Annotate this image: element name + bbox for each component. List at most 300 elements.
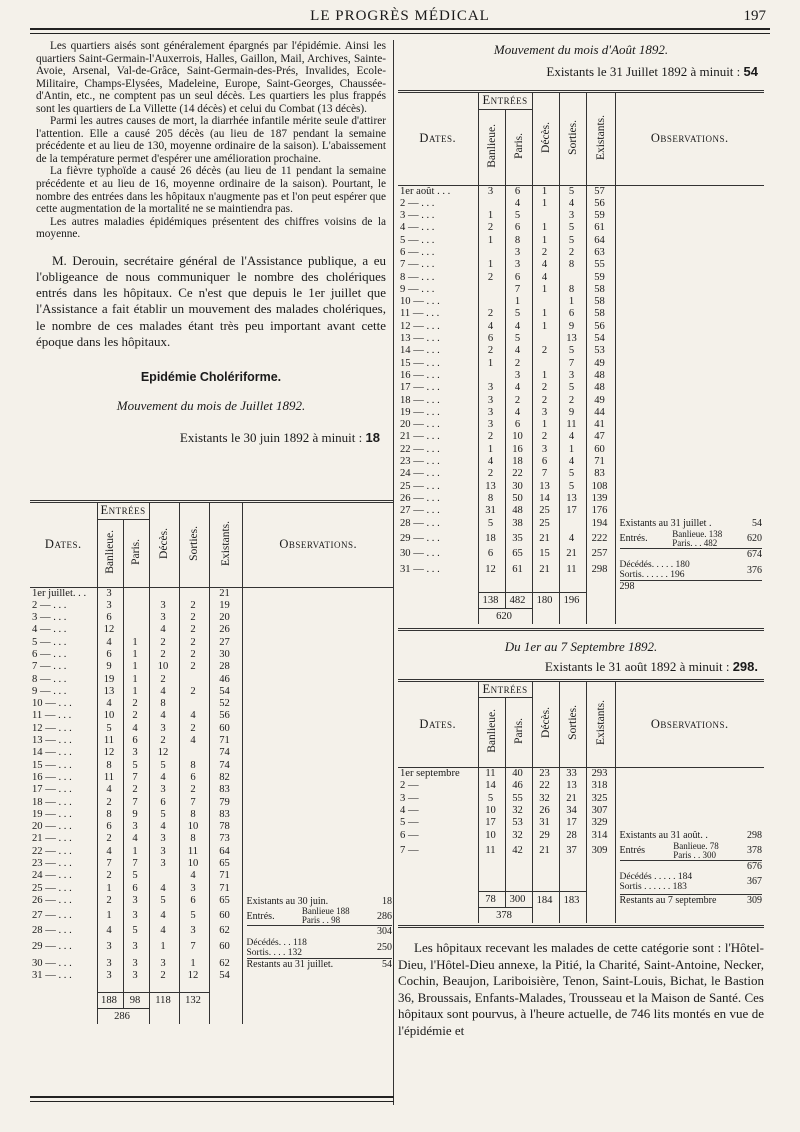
value-cell: 21: [559, 548, 586, 560]
obs-v1: 298: [747, 830, 762, 842]
date-cell: 1er juillet. . .: [30, 587, 97, 600]
value-cell: 3: [179, 883, 209, 895]
date-cell: 1er septembre: [398, 768, 478, 781]
observation-cell: [242, 686, 394, 698]
value-cell: 26: [532, 805, 559, 817]
value-cell: 6: [123, 883, 149, 895]
spacer-row: [398, 580, 764, 592]
value-cell: 5: [505, 210, 532, 222]
september-existants: [398, 659, 764, 675]
date-cell: 15 — . . .: [30, 760, 97, 772]
obs-v1: 54: [752, 518, 762, 530]
table-row: [398, 284, 764, 296]
value-cell: 17: [559, 505, 586, 517]
value-cell: 44: [586, 407, 615, 419]
august-title: Mouvement du mois d'Août 1892.: [493, 42, 669, 57]
date-cell: 9 — . . .: [398, 284, 478, 296]
date-cell: 30 — . . .: [30, 958, 97, 970]
total-cell: 184: [532, 892, 559, 908]
value-cell: 2: [97, 797, 123, 809]
value-cell: 4: [149, 624, 179, 636]
date-cell: 28 — . . .: [30, 925, 97, 937]
value-cell: 61: [586, 222, 615, 234]
value-cell: 1: [559, 296, 586, 308]
value-cell: 31: [478, 505, 505, 517]
value-cell: 28: [559, 830, 586, 842]
value-cell: 4: [505, 382, 532, 394]
existants-value: 54: [743, 64, 758, 79]
table-row: [398, 468, 764, 480]
august-table: [398, 93, 764, 624]
value-cell: 5: [505, 308, 532, 320]
observation-cell: [615, 210, 764, 222]
value-cell: 4: [149, 686, 179, 698]
spacer-row: [30, 982, 394, 993]
value-cell: 2: [149, 649, 179, 661]
value-cell: 5: [97, 723, 123, 735]
table-row: [398, 185, 764, 198]
value-cell: 3: [478, 407, 505, 419]
value-cell: 3: [505, 259, 532, 271]
observation-cell: [242, 637, 394, 649]
observation-cell: [242, 784, 394, 796]
value-cell: 6: [478, 548, 505, 560]
obs-v3: 304: [377, 926, 392, 938]
value-cell: 6: [97, 649, 123, 661]
value-cell: 1: [532, 308, 559, 320]
date-cell: 22 — . . .: [30, 846, 97, 858]
observation-cell: [615, 358, 764, 370]
table-row: [30, 698, 394, 710]
observation-cell: [615, 842, 764, 860]
main-paragraph: M. Derouin, secrétaire général de l'Assistance publique, a eu l'obligeance de nous communiquer le nombre des cholériques entrés dans les hôpitaux. Ce n'est que depuis le 1er juillet que l'Assistance a fait établir un mouvement des malades cholériques, le nombre de ces malades étant très peu important avant cette époque dans les hôpitaux.: [36, 252, 386, 349]
value-cell: 3: [149, 723, 179, 735]
value-cell: 8: [478, 493, 505, 505]
table-row: [398, 308, 764, 320]
entrees-total-row: [398, 908, 764, 924]
value-cell: 10: [149, 661, 179, 673]
value-cell: 293: [586, 768, 615, 781]
obs-l4: Décédés. . . . . 180: [619, 560, 690, 571]
value-cell: 4: [149, 925, 179, 937]
value-cell: 5: [478, 518, 505, 530]
date-cell: 9 — . . .: [30, 686, 97, 698]
value-cell: 6: [179, 772, 209, 784]
col-existants: Existants.: [219, 520, 232, 566]
value-cell: 4: [97, 637, 123, 649]
table-row: [398, 560, 764, 580]
value-cell: 176: [586, 505, 615, 517]
value-cell: 50: [505, 493, 532, 505]
value-cell: 3: [97, 600, 123, 612]
obs-l1: Existants au 30 juin.: [246, 895, 329, 907]
entrees-total: 286: [97, 1009, 149, 1025]
value-cell: 58: [586, 284, 615, 296]
header-rule: [30, 28, 770, 30]
date-cell: 25 — . . .: [30, 883, 97, 895]
col-observations: Observations.: [279, 537, 358, 552]
value-cell: 1: [532, 284, 559, 296]
table-row: [398, 456, 764, 468]
value-cell: 37: [559, 842, 586, 860]
value-cell: 40: [505, 768, 532, 781]
date-cell: 6 — . . .: [398, 247, 478, 259]
value-cell: 2: [532, 395, 559, 407]
value-cell: 59: [586, 272, 615, 284]
date-cell: 7 — . . .: [30, 661, 97, 673]
table-row: [30, 649, 394, 661]
value-cell: 27: [209, 637, 242, 649]
total-cell: 188: [97, 993, 123, 1009]
value-cell: 79: [209, 797, 242, 809]
obs-v5: 309: [747, 894, 762, 906]
date-cell: 5 — . . .: [30, 637, 97, 649]
value-cell: 22: [532, 780, 559, 792]
value-cell: 4: [505, 198, 532, 210]
value-cell: 1: [532, 222, 559, 234]
date-cell: 14 — . . .: [30, 747, 97, 759]
value-cell: 5: [559, 382, 586, 394]
value-cell: 7: [123, 797, 149, 809]
observation-cell: [615, 548, 764, 560]
value-cell: 65: [209, 895, 242, 907]
value-cell: 9: [123, 809, 149, 821]
value-cell: 7: [559, 358, 586, 370]
value-cell: 4: [149, 821, 179, 833]
date-cell: 28 — . . .: [398, 518, 478, 530]
table-row: [398, 198, 764, 210]
value-cell: 1: [532, 419, 559, 431]
observation-cell: [242, 833, 394, 845]
table-row: [398, 395, 764, 407]
table-row: [30, 809, 394, 821]
col-sorties: Sorties.: [188, 525, 201, 561]
value-cell: 6: [532, 456, 559, 468]
value-cell: 71: [209, 735, 242, 747]
obs-l1: Existants au 31 juillet .: [619, 518, 712, 530]
value-cell: 3: [97, 587, 123, 600]
value-cell: 83: [586, 468, 615, 480]
value-cell: 10: [478, 830, 505, 842]
table-row: [30, 710, 394, 722]
total-cell: 180: [532, 592, 559, 608]
value-cell: [123, 587, 149, 600]
observation-cell: [615, 805, 764, 817]
value-cell: 3: [149, 958, 179, 970]
value-cell: 28: [209, 661, 242, 673]
table-row: [398, 505, 764, 517]
value-cell: 4: [179, 870, 209, 882]
value-cell: 58: [586, 308, 615, 320]
table-row: [30, 772, 394, 784]
value-cell: [532, 358, 559, 370]
value-cell: 222: [586, 530, 615, 548]
value-cell: 5: [123, 870, 149, 882]
value-cell: 21: [532, 530, 559, 548]
date-cell: 1er août . . .: [398, 185, 478, 198]
value-cell: 7: [97, 858, 123, 870]
existants-label: Existants le 31 Juillet 1892 à minuit :: [546, 64, 741, 79]
table-row: [30, 833, 394, 845]
value-cell: 4: [505, 321, 532, 333]
col-banlieue: Banlieue.: [485, 123, 498, 168]
table-row: [398, 419, 764, 431]
observation-cell: [615, 321, 764, 333]
table-row: [30, 883, 394, 895]
value-cell: 10: [505, 431, 532, 443]
value-cell: 7: [179, 938, 209, 958]
observation-cell: [242, 938, 394, 958]
value-cell: 25: [532, 505, 559, 517]
value-cell: 6: [123, 735, 149, 747]
value-cell: 4: [149, 883, 179, 895]
value-cell: 31: [532, 817, 559, 829]
obs-l1: Existants au 31 août. .: [619, 830, 708, 842]
observation-cell: [615, 185, 764, 198]
footer-rule-thin: [30, 1101, 394, 1102]
value-cell: 73: [209, 833, 242, 845]
value-cell: 2: [505, 358, 532, 370]
value-cell: 5: [559, 185, 586, 198]
value-cell: 63: [586, 247, 615, 259]
value-cell: 3: [97, 970, 123, 982]
value-cell: 1: [532, 235, 559, 247]
value-cell: 12: [149, 747, 179, 759]
date-cell: 22 — . . .: [398, 444, 478, 456]
value-cell: 11: [478, 768, 505, 781]
date-cell: 31 — . . .: [398, 560, 478, 580]
value-cell: 19: [97, 674, 123, 686]
col-existants: Existants.: [594, 700, 607, 746]
table-row: [398, 358, 764, 370]
observation-cell: [242, 723, 394, 735]
obs-v2: 286: [377, 910, 392, 922]
value-cell: 3: [532, 444, 559, 456]
date-cell: 21 — . . .: [30, 833, 97, 845]
col-entrees: Entrées: [482, 93, 528, 108]
observation-cell: [242, 612, 394, 624]
table-row: [30, 858, 394, 870]
value-cell: 1: [478, 235, 505, 247]
page-header: [30, 6, 770, 28]
obs-l5: Sortis. . . . . . 196: [619, 570, 685, 581]
col-paris: Paris.: [512, 718, 525, 745]
value-cell: 8: [559, 284, 586, 296]
value-cell: 2: [123, 710, 149, 722]
value-cell: 10: [97, 710, 123, 722]
value-cell: 11: [559, 419, 586, 431]
value-cell: 1: [123, 637, 149, 649]
table-row: [398, 780, 764, 792]
section-title: Epidémie Cholériforme.: [140, 369, 282, 384]
value-cell: 307: [586, 805, 615, 817]
observation-cell: [242, 925, 394, 937]
value-cell: 3: [532, 407, 559, 419]
obs-l2a: Entrés.: [246, 910, 275, 922]
value-cell: [559, 518, 586, 530]
value-cell: 5: [123, 925, 149, 937]
value-cell: 3: [149, 784, 179, 796]
value-cell: 2: [478, 431, 505, 443]
date-cell: 4 —: [398, 805, 478, 817]
value-cell: 4: [97, 846, 123, 858]
obs-l2c: Paris . . 98: [301, 915, 341, 926]
value-cell: 2: [179, 637, 209, 649]
value-cell: 4: [97, 784, 123, 796]
value-cell: 5: [123, 760, 149, 772]
date-cell: 15 — . . .: [398, 358, 478, 370]
obs-v5: 298: [619, 581, 635, 593]
value-cell: 4: [97, 698, 123, 710]
table-row: [398, 370, 764, 382]
value-cell: 15: [532, 548, 559, 560]
value-cell: 17: [559, 817, 586, 829]
date-cell: 19 — . . .: [398, 407, 478, 419]
value-cell: 2: [478, 308, 505, 320]
value-cell: 2: [532, 431, 559, 443]
value-cell: 4: [532, 259, 559, 271]
value-cell: 8: [179, 809, 209, 821]
date-cell: 11 — . . .: [398, 308, 478, 320]
col-sorties: Sorties.: [566, 705, 579, 741]
totals-row: [398, 892, 764, 908]
footer-rule: [30, 1096, 394, 1098]
value-cell: 5: [559, 235, 586, 247]
obs-l2b: Banlieue. 78: [673, 840, 719, 851]
obs-l6: Restants au 31 juillet.: [246, 958, 334, 970]
value-cell: 32: [505, 830, 532, 842]
value-cell: 3: [559, 210, 586, 222]
value-cell: 53: [505, 817, 532, 829]
value-cell: [478, 296, 505, 308]
table-row: [398, 793, 764, 805]
value-cell: 38: [505, 518, 532, 530]
table-row: [398, 321, 764, 333]
col-deces: Décès.: [539, 121, 552, 153]
table-row: [30, 612, 394, 624]
date-cell: 4 — . . .: [30, 624, 97, 636]
august-existants: [398, 64, 764, 80]
observation-cell: [615, 468, 764, 480]
value-cell: 1: [97, 883, 123, 895]
header-rule-thin: [30, 33, 770, 34]
value-cell: 2: [97, 870, 123, 882]
value-cell: [149, 870, 179, 882]
value-cell: 2: [149, 735, 179, 747]
date-cell: 17 — . . .: [398, 382, 478, 394]
value-cell: 46: [505, 780, 532, 792]
value-cell: 3: [149, 858, 179, 870]
existants-value: 18: [365, 429, 380, 445]
value-cell: 4: [149, 772, 179, 784]
journal-title: LE PROGRÈS MÉDICAL: [310, 8, 490, 24]
value-cell: 8: [149, 698, 179, 710]
col-observations: Observations.: [650, 716, 729, 731]
value-cell: 2: [505, 395, 532, 407]
table-row: [30, 870, 394, 882]
col-dates: Dates.: [30, 503, 97, 587]
value-cell: 1: [505, 296, 532, 308]
value-cell: 194: [586, 518, 615, 530]
value-cell: 14: [478, 780, 505, 792]
value-cell: 4: [559, 198, 586, 210]
value-cell: 11: [559, 560, 586, 580]
total-cell: 78: [478, 892, 505, 908]
total-cell: 138: [478, 592, 505, 608]
entrees-total-row: [398, 608, 764, 624]
value-cell: 5: [478, 793, 505, 805]
date-cell: 29 — . . .: [30, 938, 97, 958]
table-row: [30, 624, 394, 636]
col-observations: Observations.: [650, 131, 729, 146]
observation-cell: [242, 735, 394, 747]
value-cell: 74: [209, 747, 242, 759]
obs-v4: 367: [747, 876, 762, 888]
observation-cell: [615, 560, 764, 580]
value-cell: 1: [149, 938, 179, 958]
spacer-row: [398, 872, 764, 892]
value-cell: 8: [97, 760, 123, 772]
table-row: [30, 821, 394, 833]
value-cell: 298: [586, 560, 615, 580]
table-row: [398, 210, 764, 222]
value-cell: 257: [586, 548, 615, 560]
value-cell: 4: [149, 907, 179, 925]
value-cell: 10: [478, 805, 505, 817]
value-cell: 32: [505, 805, 532, 817]
date-cell: 2 —: [398, 780, 478, 792]
obs-v3: 676: [747, 860, 762, 872]
obs-l2b: Banlieue 188: [301, 906, 350, 917]
date-cell: 24 — . . .: [30, 870, 97, 882]
value-cell: 21: [209, 587, 242, 600]
value-cell: 4: [149, 710, 179, 722]
value-cell: 2: [179, 661, 209, 673]
value-cell: 32: [532, 793, 559, 805]
value-cell: 11: [97, 735, 123, 747]
value-cell: 2: [149, 637, 179, 649]
value-cell: 2: [478, 345, 505, 357]
paragraph: Parmi les autres causes de mort, la diarrhée infantile mérite seule d'attirer l'attention. Elle a causé 205 décès (au lieu de 187 pendant la semaine précédente et au lieu de 130, moyenne ordinaire de la saison). L'abaissement de la température permet d'espérer une amélioration prochaine.: [36, 115, 386, 165]
value-cell: 48: [505, 505, 532, 517]
value-cell: [478, 198, 505, 210]
value-cell: 314: [586, 830, 615, 842]
value-cell: 83: [209, 784, 242, 796]
total-cell: 132: [179, 993, 209, 1009]
obs-l2b: Banlieue. 138: [672, 528, 723, 539]
observation-cell: [242, 846, 394, 858]
value-cell: 61: [505, 560, 532, 580]
value-cell: 25: [532, 518, 559, 530]
value-cell: 48: [586, 382, 615, 394]
value-cell: 14: [532, 493, 559, 505]
value-cell: 3: [123, 938, 149, 958]
table-row: [398, 431, 764, 443]
table-row: [30, 637, 394, 649]
table-row: [398, 247, 764, 259]
value-cell: 64: [209, 846, 242, 858]
value-cell: [179, 747, 209, 759]
observation-cell: [615, 419, 764, 431]
value-cell: 8: [179, 833, 209, 845]
value-cell: [123, 600, 149, 612]
observation-cell: [615, 505, 764, 517]
table-row: [398, 272, 764, 284]
table-row: [398, 768, 764, 781]
value-cell: 49: [586, 358, 615, 370]
date-cell: 3 — . . .: [30, 612, 97, 624]
page-number: 197: [743, 8, 766, 24]
